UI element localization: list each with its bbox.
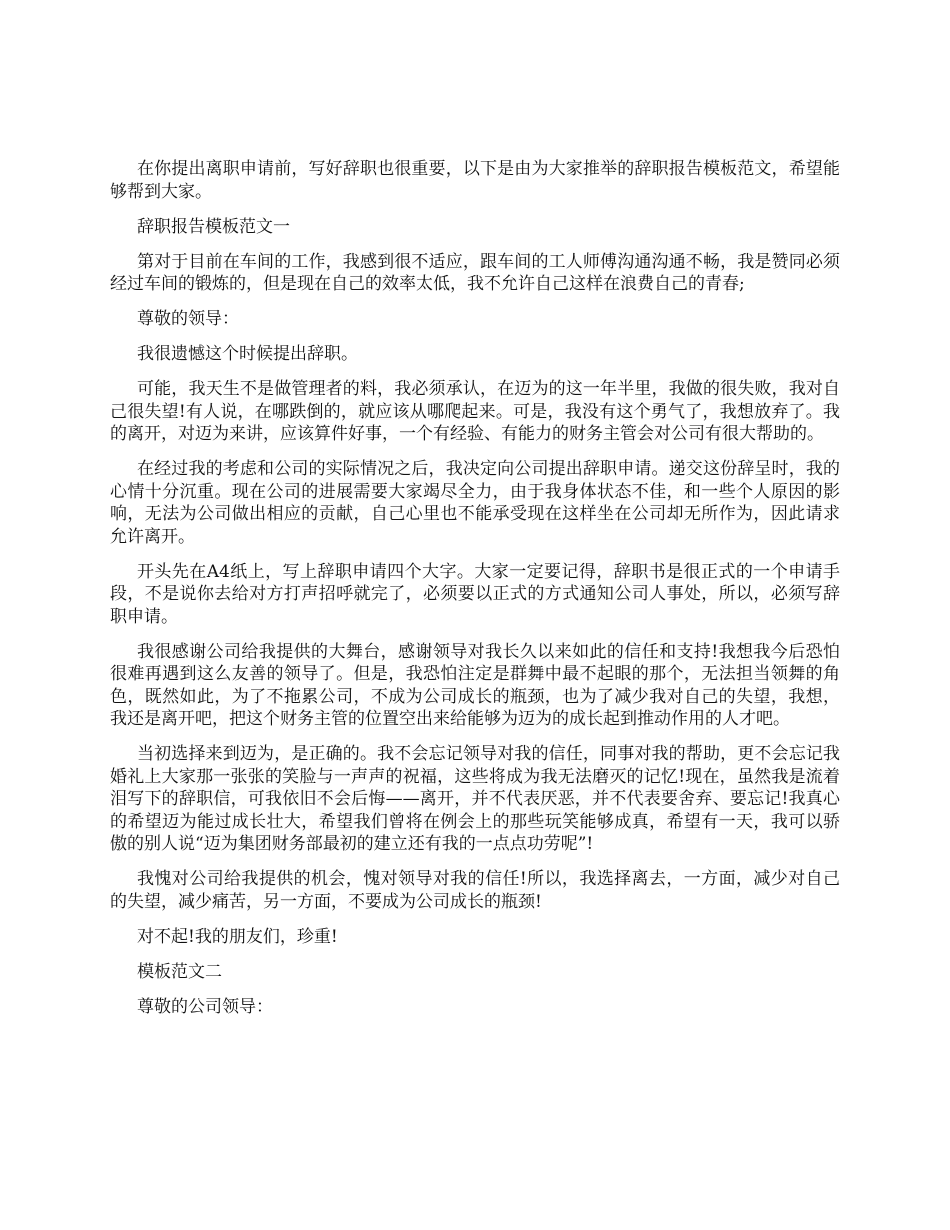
body-paragraph: 在经过我的考虑和公司的实际情况之后，我决定向公司提出辞职申请。递交这份辞呈时，我的心情十分沉重。现在公司的进展需要大家竭尽全力，由于我身体状态不佳，和一些个人原因的影响，无法为公司做出相应的贡献，自己心里也不能承受现在这样坐在公司却无所作为，因此请求允许离开。 bbox=[110, 459, 840, 547]
body-paragraph: 可能，我天生不是做管理者的料，我必须承认，在迈为的这一年半里，我做的很失败，我对自己很失望!有人说，在哪跌倒的，就应该从哪爬起来。可是，我没有这个勇气了，我想放弃了。我的离开，对迈为来讲，应该算件好事，一个有经验、有能力的财务主管会对公司有很大帮助的。 bbox=[110, 379, 840, 444]
body-paragraph: 我很遗憾这个时候提出辞职。 bbox=[137, 344, 358, 364]
body-paragraph: 第对于目前在车间的工作，我感到很不适应，跟车间的工人师傅沟通沟通不畅，我是赞同必须经过车间的锻炼的，但是现在自己的效率太低，我不允许自己这样在浪费自己的青春; bbox=[110, 251, 840, 294]
salutation: 尊敬的领导： bbox=[137, 309, 239, 329]
body-paragraph: 我很感谢公司给我提供的大舞台，感谢领导对我长久以来如此的信任和支持!我想我今后恐怕很难再遇到这么友善的领导了。但是，我恐怕注定是群舞中最不起眼的那个，无法担当领舞的角色，既然如此，为了不拖累公司，不成为公司成长的瓶颈，也为了减少我对自己的失望，我想，我还是离开吧，把这个财务主管的位置空出来给能够为迈为的成长起到推动作用的人才吧。 bbox=[110, 641, 840, 729]
section-heading-template-two: 模板范文二 bbox=[137, 961, 222, 982]
section-heading-template-one: 辞职报告模板范文一 bbox=[137, 216, 290, 237]
salutation: 尊敬的公司领导： bbox=[137, 996, 273, 1017]
document-body bbox=[110, 158, 840, 1031]
body-paragraph: 我愧对公司给我提供的机会，愧对领导对我的信任!所以，我选择离去，一方面，减少对自己的失望，减少痛苦，另一方面，不要成为公司成长的瓶颈! bbox=[110, 869, 840, 912]
closing-line: 对不起!我的朋友们，珍重! bbox=[137, 926, 338, 947]
body-paragraph: 开头先在A4纸上，写上辞职申请四个大字。大家一定要记得，辞职书是很正式的一个申请手段，不是说你去给对方打声招呼就完了，必须要以正式的方式通知公司人事处，所以，必须写辞职申请。 bbox=[110, 561, 840, 627]
intro-paragraph: 在你提出离职申请前，写好辞职也很重要，以下是由为大家推举的辞职报告模板范文，希望能够帮到大家。 bbox=[110, 159, 840, 202]
body-paragraph: 当初选择来到迈为，是正确的。我不会忘记领导对我的信任，同事对我的帮助，更不会忘记我婚礼上大家那一张张的笑脸与一声声的祝福，这些将成为我无法磨灭的记忆!现在，虽然我是流着泪写下的辞职信，可我依旧不会后悔——离开，并不代表厌恶，并不代表要舍弃、要忘记!我真心的希望迈为能过成长壮大，希望我们曾将在例会上的那些玩笑能够成真，希望有一天，我可以骄傲的别人说“迈为集团财务部最初的建立还有我的一点点功劳呢”! bbox=[110, 744, 840, 854]
